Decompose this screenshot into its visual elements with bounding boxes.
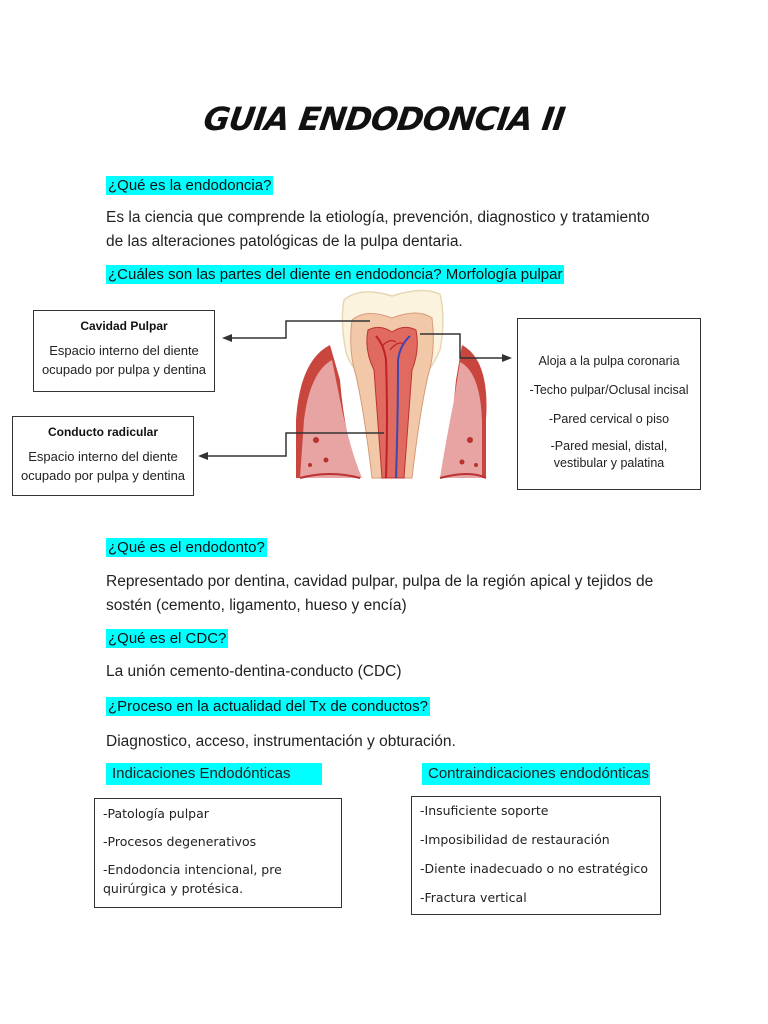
right-box-item: vestibular y palatina: [553, 456, 665, 470]
right-box-item: -Pared mesial, distal,: [550, 439, 668, 453]
question-endodoncia: ¿Qué es la endodoncia?: [108, 177, 272, 194]
tooth-illustration-icon: [296, 290, 487, 478]
contraindications-list: [411, 796, 661, 915]
indications-list: [94, 798, 342, 908]
contraindication-item: -Insuficiente soporte: [420, 803, 549, 818]
indication-item: -Patología pulpar: [103, 806, 209, 821]
question-partes-diente: ¿Cuáles son las partes del diente en endodoncia? Morfología pulpar: [108, 266, 563, 283]
contraindication-item: -Diente inadecuado o no estratégico: [420, 861, 649, 876]
indication-item: quirúrgica y protésica.: [103, 881, 244, 896]
indications-header: Indicaciones Endodónticas: [106, 763, 322, 785]
indication-item: -Endodoncia intencional, pre: [103, 862, 282, 877]
right-box-item: -Techo pulpar/Oclusal incisal: [529, 383, 689, 397]
answer-endodonto: Representado por dentina, cavidad pulpar, pulpa de la región apical y tejidos de sostén (cemento, ligamento, hueso y encía): [106, 573, 654, 614]
contraindication-item: -Imposibilidad de restauración: [420, 832, 610, 847]
cavidad-pulpar-title: Cavidad Pulpar: [80, 319, 168, 333]
contraindications-header: Contraindicaciones endodónticas: [422, 763, 650, 785]
contraindication-item: -Fractura vertical: [420, 890, 527, 905]
question-cdc: ¿Qué es el CDC?: [108, 630, 227, 647]
answer-endodoncia: Es la ciencia que comprende la etiología, prevención, diagnostico y tratamiento de las alteraciones patológicas de la pulpa dentaria.: [106, 209, 650, 250]
cavidad-pulpar-desc-line2: ocupado por pulpa y dentina: [41, 362, 207, 377]
page-title: GUIA ENDODONCIA II: [201, 100, 567, 138]
conducto-radicular-title: Conducto radicular: [47, 425, 158, 439]
cavidad-pulpar-box: [33, 310, 215, 392]
right-box-item: Aloja a la pulpa coronaria: [538, 354, 680, 368]
question-proceso-tx: ¿Proceso en la actualidad del Tx de conductos?: [108, 698, 428, 715]
answer-cdc: La unión cemento-dentina-conducto (CDC): [106, 663, 402, 680]
pulp-chamber-description-box: [517, 318, 701, 490]
indication-item: -Procesos degenerativos: [103, 834, 257, 849]
conducto-radicular-desc-line2: ocupado por pulpa y dentina: [20, 468, 186, 483]
cavidad-pulpar-desc-line1: Espacio interno del diente: [49, 343, 199, 358]
answer-proceso-tx: Diagnostico, acceso, instrumentación y obturación.: [106, 733, 456, 750]
conducto-radicular-box: [12, 416, 194, 496]
right-box-item: -Pared cervical o piso: [548, 412, 670, 426]
question-endodonto: ¿Qué es el endodonto?: [108, 539, 265, 556]
conducto-radicular-desc-line1: Espacio interno del diente: [28, 449, 178, 464]
